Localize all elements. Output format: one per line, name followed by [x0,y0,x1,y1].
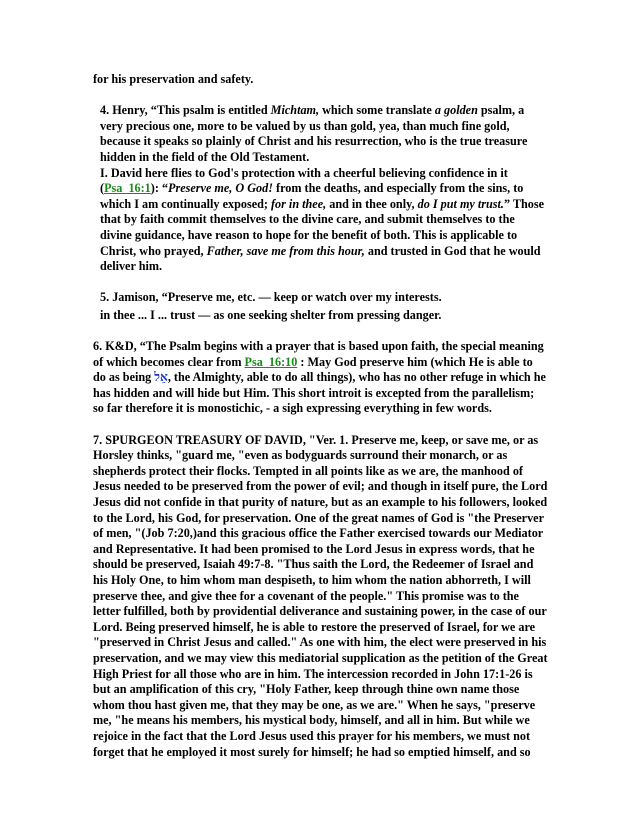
text-run: ): “ [150,181,169,196]
scripture-link-psa-16-1[interactable]: Psa_16:1 [104,181,151,196]
paragraph-henry-point-one [93,166,548,275]
italic-run: Preserve me, O God! [168,181,273,196]
document-page [93,72,548,760]
italic-run: Father, save me from this hour, [206,243,365,258]
paragraph-kd [93,339,548,417]
text-run: ” Those that by faith commit themselves to the divine care, and submit themselves to the divine guidance, have reason to hope for the benefit of both. This is applicable to Christ, who prayed, [100,196,545,258]
italic-run: for in thee, [270,196,327,211]
text-run: 6. K&D, “The Psalm begins with a prayer that is based upon faith, the special meaning of which becomes clear from [93,339,544,369]
paragraph-henry [93,103,548,165]
text-run: and in thee only, [326,196,418,211]
text-run: which some translate [319,103,435,118]
scripture-link-psa-16-10[interactable]: Psa_16:10 [244,354,298,369]
hebrew-word: אֵל [154,370,168,385]
paragraph-spurgeon: 7. SPURGEON TREASURY OF DAVID, "Ver. 1. Preserve me, keep, or save me, or as Horsley thinks, "guard me, "even as bodyguards surround their monarch, or as shepherds protect their flocks. Tempted in all points like as we are, the manhood of Jesus needed to be preserved from the power of evil; and though in itself pure, the Lord Jesus did not confide in that purity of nature, but as an example to his followers, looked to the Lord, his God, for preservation. One of the great names of God is "the Preserver of men, "(Job 7:20,)and this gracious office the Father exercised towards our Mediator and Representative. It had been promised to the Lord Jesus in express words, that he should be preserved, Isaiah 49:7-8. "Thus saith the Lord, the Redeemer of Israel and his Holy One, to him whom man despiseth, to him whom the nation abhorreth, I will preserve thee, and give thee for a covenant of the people." This promise was to the letter fulfilled, both by providential deliverance and sustaining power, in the case of our Lord. Being preserved himself, he is able to restore the preserved of Israel, for we are "preserved in Christ Jesus and called." As one with him, the elect were preserved in his preservation, and we may view this mediatorial supplication as the petition of the Great High Priest for all those who are in him. The intercession recorded in John 17:1-26 is but an amplification of this cry, "Holy Father, keep through thine own name those whom thou hast given me, that they may be one, as we are." When he says, "preserve me, "he means his members, his mystical body, himself, and all in him. But while we rejoice in the fact that the Lord Jesus used this prayer for his members, we must not forget that he employed it most surely for himself; he had so emptied himself, and so [93,432,548,759]
text-run: 4. Henry, “This psalm is entitled [100,103,271,118]
paragraph-jamison: 5. Jamison, “Preserve me, etc. — keep or watch over my interests. [100,290,442,305]
text-run: psalm, a very precious one, more to be valued by us than gold, yea, than much fine gold, because it speaks so plainly of Christ and his resurrection, who is the true treasure hidden in the field of the Old Testament. [100,103,528,164]
text-run: : May God preserve him (which He is able to do as being [93,354,533,385]
paragraph-jamison-note: in thee ... I ... trust — as one seeking shelter from pressing danger. [100,307,442,322]
text-run: , the Almighty, able to do all things), who has no other refuge in which he has hidden and will hide but Him. This short introit is excepted from the parallelism; so far therefore it is monostichic, - a sigh expressing everything in few words. [93,370,546,416]
italic-run: do I put my trust. [417,196,504,211]
text-run: and trusted in God that he would deliver him. [100,243,541,274]
text-run: I. David here flies to God's protection with a cheerful believing confidence in it ( [100,165,508,196]
paragraph-continuation: for his preservation and safety. [93,72,254,86]
italic-run: Michtam, [270,103,320,118]
italic-run: a golden [434,103,478,118]
text-run: from the deaths, and especially from the sins, to which I am continually exposed; [100,181,524,211]
